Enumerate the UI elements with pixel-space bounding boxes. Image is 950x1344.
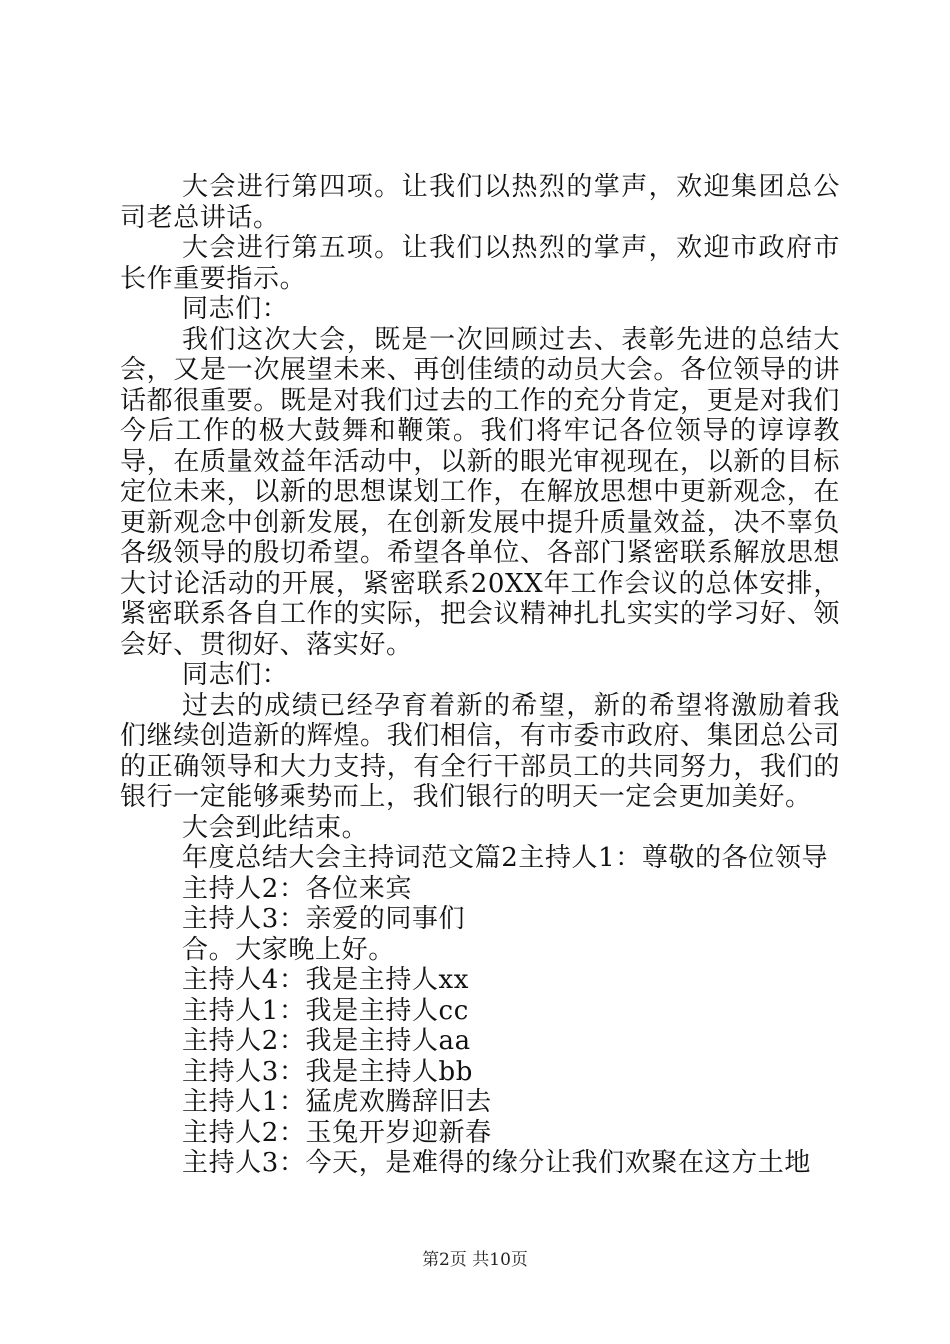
- paragraph: 我们这次大会，既是一次回顾过去、表彰先进的总结大会，又是一次展望未来、再创佳绩的动员大会。各位领导的讲话都很重要。既是对我们过去的工作的充分肯定，更是对我们今后工作的极大鼓舞和鞭策。我们将牢记各位领导的谆谆教导，在质量效益年活动中，以新的眼光审视现在，以新的目标定位未来，以新的思想谋划工作，在解放思想中更新观念，在更新观念中创新发展，在创新发展中提升质量效益，决不辜负各级领导的殷切希望。希望各单位、各部门紧密联系解放思想大讨论活动的开展，紧密联系20XX年工作会议的总体安排，紧密联系各自工作的实际，把会议精神扎扎实实的学习好、领会好、贯彻好、落实好。: [120, 324, 840, 660]
- paragraph: 主持人2：玉兔开岁迎新春: [182, 1117, 492, 1148]
- paragraph: 同志们：: [182, 294, 289, 324]
- paragraph: 主持人2：各位来宾: [182, 873, 412, 904]
- paragraph: 主持人4：我是主持人xx: [182, 965, 470, 995]
- paragraph: 主持人3：亲爱的同事们: [182, 904, 466, 934]
- paragraph: 主持人1：我是主持人cc: [182, 995, 469, 1026]
- paragraph: 年度总结大会主持词范文篇2主持人1：尊敬的各位领导: [182, 843, 829, 873]
- paragraph: 主持人3：今天，是难得的缘分让我们欢聚在这方土地: [182, 1148, 811, 1178]
- paragraph: 同志们：: [182, 660, 289, 690]
- document-body: [120, 172, 840, 1179]
- paragraph: 主持人1：猛虎欢腾辞旧去: [182, 1087, 492, 1117]
- paragraph: 大会进行第五项。让我们以热烈的掌声，欢迎市政府市长作重要指示。: [120, 233, 840, 294]
- page-footer: 第2页 共10页: [422, 1250, 528, 1270]
- paragraph: 大会进行第四项。让我们以热烈的掌声，欢迎集团总公司老总讲话。: [120, 172, 840, 233]
- paragraph: 合。大家晚上好。: [182, 934, 395, 965]
- paragraph: 主持人3：我是主持人bb: [182, 1056, 474, 1087]
- paragraph: 过去的成绩已经孕育着新的希望，新的希望将激励着我们继续创造新的辉煌。我们相信，有市委市政府、集团总公司的正确领导和大力支持，有全行干部员工的共同努力，我们的银行一定能够乘势而上，我们银行的明天一定会更加美好。: [120, 690, 840, 812]
- paragraph: 主持人2：我是主持人aa: [182, 1026, 471, 1056]
- paragraph: 大会到此结束。: [182, 812, 369, 843]
